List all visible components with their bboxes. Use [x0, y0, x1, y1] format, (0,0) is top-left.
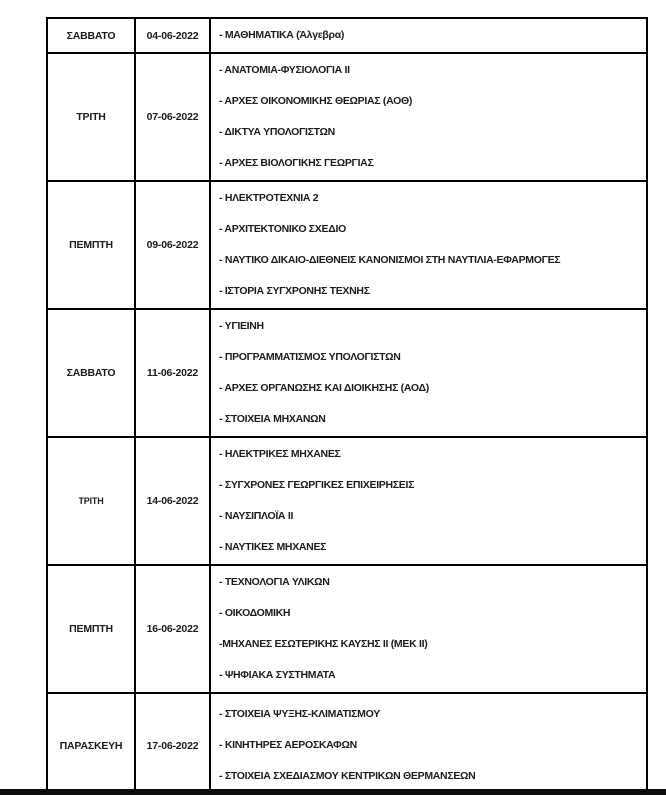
subject-item: - ΜΑΘΗΜΑΤΙΚΑ (Άλγεβρα): [219, 29, 345, 41]
subjects-cell: [210, 18, 647, 53]
subject-item: - ΟΙΚΟΔΟΜΙΚΗ: [219, 607, 291, 619]
subject-item: - ΠΡΟΓΡΑΜΜΑΤΙΣΜΟΣ ΥΠΟΛΟΓΙΣΤΩΝ: [219, 351, 401, 363]
subject-item: - ΙΣΤΟΡΙΑ ΣΥΓΧΡΟΝΗΣ ΤΕΧΝΗΣ: [219, 285, 370, 297]
date-cell: 04-06-2022: [135, 18, 210, 53]
subject-item: - ΨΗΦΙΑΚΑ ΣΥΣΤΗΜΑΤΑ: [219, 669, 336, 681]
subject-item: - ΑΡΧΕΣ ΟΙΚΟΝΟΜΙΚΗΣ ΘΕΩΡΙΑΣ (ΑΟΘ): [219, 95, 413, 107]
subject-item: - ΝΑΥΤΙΚΕΣ ΜΗΧΑΝΕΣ: [219, 541, 327, 553]
subject-item: - ΣΥΓΧΡΟΝΕΣ ΓΕΩΡΓΙΚΕΣ ΕΠΙΧΕΙΡΗΣΕΙΣ: [219, 479, 415, 491]
subject-item: - ΣΤΟΙΧΕΙΑ ΜΗΧΑΝΩΝ: [219, 413, 326, 425]
day-cell: ΠΕΜΠΤΗ: [47, 181, 135, 309]
subject-item: - ΝΑΥΤΙΚΟ ΔΙΚΑΙΟ-ΔΙΕΘΝΕΙΣ ΚΑΝΟΝΙΣΜΟΙ ΣΤΗ ΝΑΥΤΙΛΙΑ-ΕΦΑΡΜΟΓΕΣ: [219, 254, 561, 266]
day-cell: ΤΡΙΤΗ: [47, 437, 135, 565]
subject-item: - ΣΤΟΙΧΕΙΑ ΣΧΕΔΙΑΣΜΟΥ ΚΕΝΤΡΙΚΩΝ ΘΕΡΜΑΝΣΕΩΝ: [219, 770, 476, 782]
subject-item: - ΗΛΕΚΤΡΙΚΕΣ ΜΗΧΑΝΕΣ: [219, 448, 341, 460]
subject-item: - ΥΓΙΕΙΝΗ: [219, 320, 264, 332]
subject-item: - ΚΙΝΗΤΗΡΕΣ ΑΕΡΟΣΚΑΦΩΝ: [219, 739, 357, 751]
subjects-cell: [210, 437, 647, 565]
day-cell: ΤΡΙΤΗ: [47, 53, 135, 181]
subject-item: - ΣΤΟΙΧΕΙΑ ΨΥΞΗΣ-ΚΛΙΜΑΤΙΣΜΟΥ: [219, 708, 380, 720]
subject-item: - ΗΛΕΚΤΡΟΤΕΧΝΙΑ 2: [219, 192, 319, 204]
subjects-cell: [210, 693, 647, 795]
subjects-cell: [210, 181, 647, 309]
subject-item: - ΔΙΚΤΥΑ ΥΠΟΛΟΓΙΣΤΩΝ: [219, 126, 335, 138]
page-bottom-bar: [0, 789, 666, 795]
date-cell: 17-06-2022: [135, 693, 210, 795]
subject-item: - ΑΝΑΤΟΜΙΑ-ΦΥΣΙΟΛΟΓΙΑ II: [219, 64, 350, 76]
schedule-row: [47, 309, 647, 437]
subject-item: - ΝΑΥΣΙΠΛΟΪΑ II: [219, 510, 294, 522]
schedule-row: [47, 53, 647, 181]
date-cell: 11-06-2022: [135, 309, 210, 437]
date-cell: 09-06-2022: [135, 181, 210, 309]
schedule-row: [47, 693, 647, 795]
schedule-row: [47, 437, 647, 565]
date-cell: 14-06-2022: [135, 437, 210, 565]
schedule-row: [47, 181, 647, 309]
subjects-cell: [210, 53, 647, 181]
subject-item: - ΑΡΧΕΣ ΒΙΟΛΟΓΙΚΗΣ ΓΕΩΡΓΙΑΣ: [219, 157, 374, 169]
subject-item: - ΤΕΧΝΟΛΟΓΙΑ ΥΛΙΚΩΝ: [219, 576, 330, 588]
date-cell: 07-06-2022: [135, 53, 210, 181]
exam-schedule-table: [46, 17, 648, 795]
day-cell: ΣΑΒΒΑΤΟ: [47, 18, 135, 53]
date-cell: 16-06-2022: [135, 565, 210, 693]
subjects-cell: [210, 309, 647, 437]
subject-item: - ΑΡΧΕΣ ΟΡΓΑΝΩΣΗΣ ΚΑΙ ΔΙΟΙΚΗΣΗΣ (ΑΟΔ): [219, 382, 429, 394]
subject-item: - ΑΡΧΙΤΕΚΤΟΝΙΚΟ ΣΧΕΔΙΟ: [219, 223, 346, 235]
schedule-row: [47, 18, 647, 53]
schedule-row: [47, 565, 647, 693]
subject-item: -ΜΗΧΑΝΕΣ ΕΣΩΤΕΡΙΚΗΣ ΚΑΥΣΗΣ II (ΜΕΚ II): [219, 638, 428, 650]
day-cell: ΠΕΜΠΤΗ: [47, 565, 135, 693]
subjects-cell: [210, 565, 647, 693]
day-cell: ΠΑΡΑΣΚΕΥΗ: [47, 693, 135, 795]
day-cell: ΣΑΒΒΑΤΟ: [47, 309, 135, 437]
schedule-body: [47, 18, 647, 795]
